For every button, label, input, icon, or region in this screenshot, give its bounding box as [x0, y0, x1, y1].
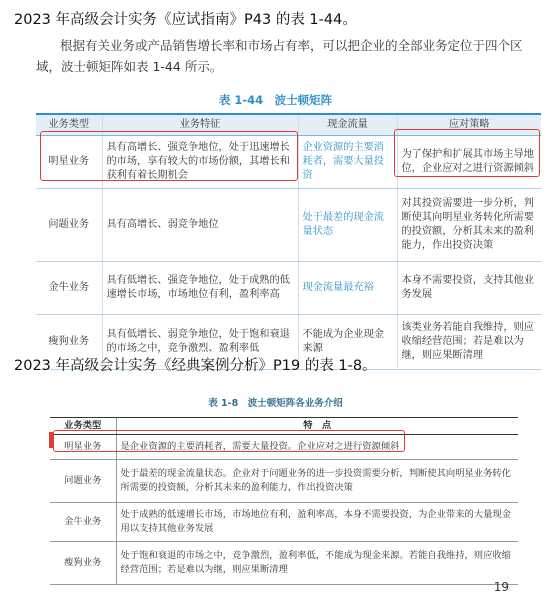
business-type: 瘦狗业务 — [50, 542, 116, 585]
business-type: 金牛业务 — [36, 262, 102, 315]
section-heading-1: 2023 年高级会计实务《应试指南》P43 的表 1-44。 — [14, 12, 357, 28]
strategy: 对其投资需要进一步分析，判断使其向明星业务转化所需要的投资额，分析其未来的盈利能力，作出投资决策 — [397, 189, 541, 262]
business-type: 问题业务 — [36, 189, 102, 262]
column-header: 特 点 — [116, 418, 518, 435]
business-type: 金牛业务 — [50, 503, 116, 542]
column-header: 业务类型 — [50, 418, 116, 435]
highlight-box — [394, 129, 540, 177]
column-header: 应对策略 — [397, 114, 541, 136]
highlight-box — [40, 131, 298, 181]
business-desc: 是企业资源的主要消耗者，需要大量投资。企业应对之进行资源倾斜 — [116, 435, 518, 460]
highlight-box — [53, 430, 405, 452]
section-heading-2: 2023 年高级会计实务《经典案例分析》P19 的表 1-8。 — [14, 358, 377, 374]
business-feature: 具有低增长、强竞争地位，处于成熟的低速增长市场，市场地位有利，盈利率高 — [102, 262, 298, 315]
business-type: 明星业务 — [50, 435, 116, 460]
business-desc: 处于最差的现金流量状态。企业对于问题业务的进一步投资需要分析，判断使其向明星业务转化所需要的投资额，分析其未来的盈利能力，作出投资决策 — [116, 460, 518, 503]
column-header: 现金流量 — [298, 114, 397, 136]
table1-caption: 表 1-44 波士顿矩阵 — [218, 93, 333, 107]
business-type: 瘦狗业务 — [36, 315, 102, 370]
table-row — [36, 189, 541, 262]
strategy: 该类业务若能自我维持，则应收缩经营范围；若是难以为继，则应果断清理 — [397, 315, 541, 370]
table-row — [50, 503, 518, 542]
table-row — [50, 542, 518, 585]
table-row — [36, 262, 541, 315]
page-number: 19 — [493, 580, 509, 594]
business-desc: 处于饱和衰退的市场之中，竞争激烈，盈利率低，不能成为现金来源。若能自我维持，则应收缩经营范围；若是难以为继，则应果断清理 — [116, 542, 518, 585]
cash-flow: 现金流量最充裕 — [298, 262, 397, 315]
business-feature: 具有高增长、弱竞争地位 — [102, 189, 298, 262]
business-desc: 处于成熟的低速增长市场，市场地位有利，盈利率高，本身不需要投资，为企业带来的大量现金用以支持其他业务发展 — [116, 503, 518, 542]
cash-flow: 不能成为企业现金来源 — [298, 315, 397, 370]
table-row — [50, 460, 518, 503]
business-feature: 具有高增长、强竞争地位，处于迅速增长的市场，享有较大的市场份额，其增长和获利有着长期机会 — [102, 136, 298, 189]
column-header: 业务类型 — [36, 114, 102, 136]
strategy: 为了保护和扩展其市场主导地位，企业应对之进行资源倾斜 — [397, 136, 541, 189]
table2-caption: 表 1-8 波士顿矩阵各业务介绍 — [208, 398, 343, 409]
cash-flow: 企业资源的主要消耗者，需要大量投资 — [298, 136, 397, 189]
strategy: 本身不需要投资，支持其他业务发展 — [397, 262, 541, 315]
cash-flow: 处于最差的现金流量状态 — [298, 189, 397, 262]
intro-paragraph: 根据有关业务或产品销售增长率和市场占有率，可以把企业的全部业务定位于四个区域，波士顿矩阵如表 1-44 所示。 — [36, 38, 523, 74]
column-header: 业务特征 — [102, 114, 298, 136]
business-type: 问题业务 — [50, 460, 116, 503]
business-feature: 具有低增长、弱竞争地位，处于饱和衰退的市场之中，竞争激烈、盈利率低 — [102, 315, 298, 370]
business-type: 明星业务 — [36, 136, 102, 189]
